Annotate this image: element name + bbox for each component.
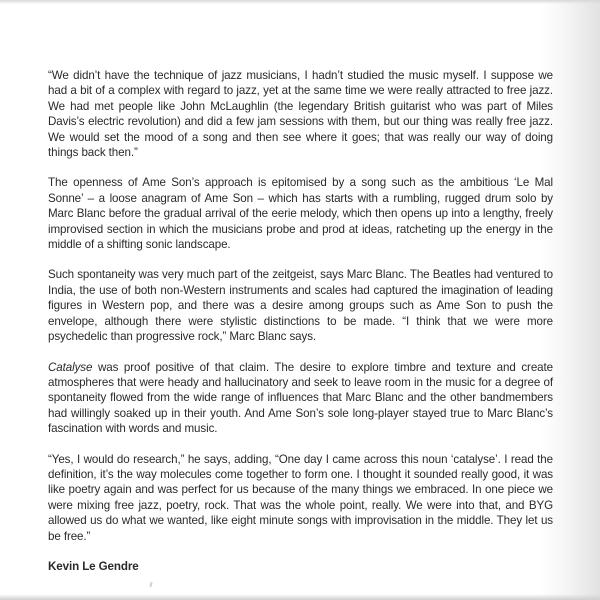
- author-byline: Kevin Le Gendre: [48, 559, 139, 573]
- article-body: [48, 68, 553, 589]
- paragraph-catalyse: [48, 360, 553, 437]
- paragraph-le-mal-sonne: The openness of Ame Son’s approach is epitomised by a song such as the ambitious ‘Le Mal Sonne’ – a loose anagram of Ame Son – which has starts with a rumbling, rugged drum solo by Marc Blanc before the gradual arrival of the eerie melody, which then opens up into a lengthy, freely improvised section in which the musicians probe and prod at ideas, ratcheting up the energy in the middle of a shifting sonic landscape.: [48, 176, 553, 252]
- paragraph-research-quote: “Yes, I would do research,” he says, adding, “One day I came across this noun ‘catalyse’. I read the definition, it’s the way molecules come together to form one. I thought it sounded really good, it was like poetry again and was perfect for us because of the many things we embraced. In one piece we were mixing free jazz, poetry, rock. That was the whole point, really. We were into that, and BYG allowed us do what we wanted, like eight minute songs with improvisation in the middle. They let us be free.”: [48, 452, 553, 543]
- page-top-edge-shadow: [0, 0, 600, 4]
- album-title-italic: Catalyse: [48, 360, 93, 374]
- paragraph-catalyse-text: was proof positive of that claim. The desire to explore timbre and texture and create atmospheres that were heady and hallucinatory and seek to leave room in the music for a degree of spontaneity flowed from the wide range of influences that Marc Blanc and the other bandmembers had willingly soaked up in their youth. And Ame Son’s sole long-player stayed true to Marc Blanc’s fascination with words and music.: [48, 360, 553, 436]
- paragraph-quote-jazz: “We didn’t have the technique of jazz musicians, I hadn’t studied the music myself. I suppose we had a bit of a complex with regard to jazz, yet at the same time we were really attracted to free jazz. We had met people like John McLaughlin (the legendary British guitarist who was part of Miles Davis’s electric revolution) and did a few jam sessions with them, but our thing was really free jazz. We would set the mood of a song and then see where it goes; that was really our way of doing things back then.”: [48, 69, 553, 160]
- page-bottom-edge-shadow: [0, 594, 600, 600]
- paragraph-zeitgeist: Such spontaneity was very much part of the zeitgeist, says Marc Blanc. The Beatles had ventured to India, the use of both non-Western instruments and scales had captured the imagination of leading figures in Western pop, and there was a desire among groups such as Ame Son to push the envelope, although there were stylistic distinctions to be made. “I think that we were more psychedelic than progressive rock,” Marc Blanc says.: [48, 268, 553, 344]
